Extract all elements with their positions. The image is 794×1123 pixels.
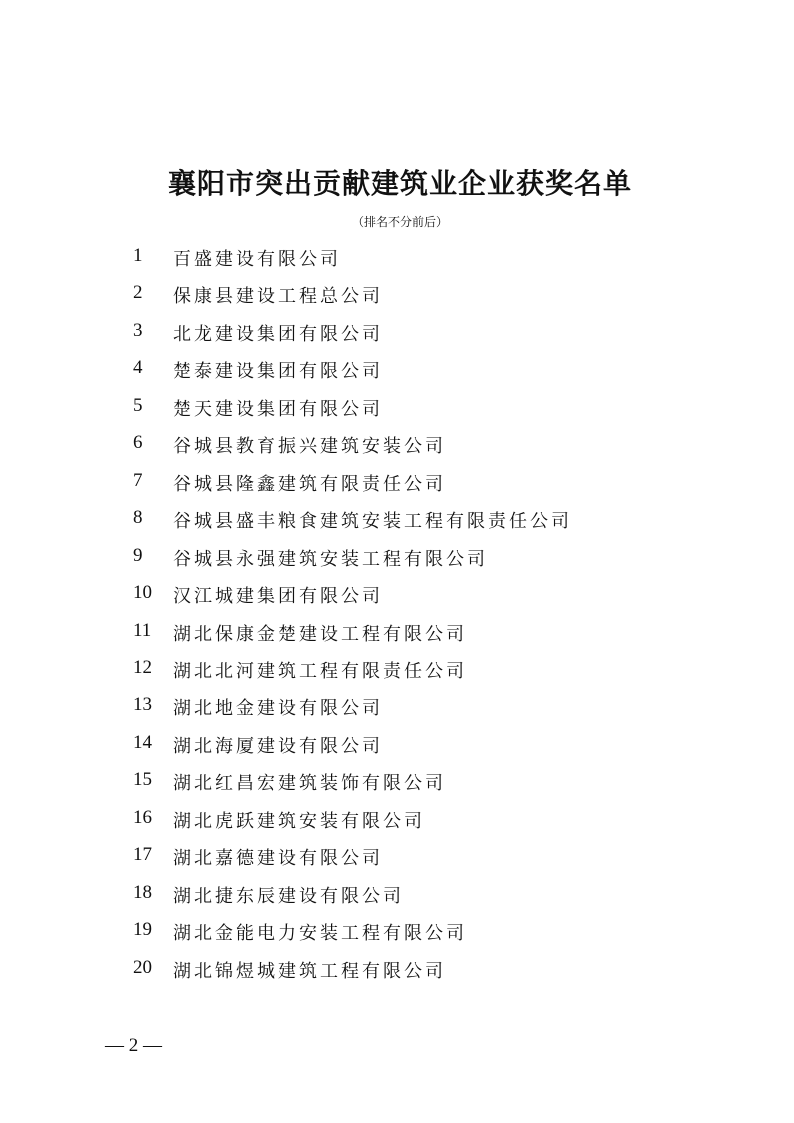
- item-number: 4: [133, 357, 143, 379]
- company-name: 湖北红昌宏建筑装饰有限公司: [173, 773, 446, 795]
- item-number: 10: [133, 582, 152, 604]
- company-name: 湖北捷东辰建设有限公司: [173, 885, 404, 907]
- item-number: 8: [133, 507, 143, 529]
- company-name: 湖北锦煜城建筑工程有限公司: [173, 960, 446, 982]
- company-name: 谷城县隆鑫建筑有限责任公司: [173, 473, 446, 495]
- company-name: 谷城县盛丰粮食建筑安装工程有限责任公司: [173, 511, 572, 533]
- item-number: 14: [133, 731, 152, 753]
- company-name: 谷城县教育振兴建筑安装公司: [173, 436, 446, 458]
- company-name: 汉江城建集团有限公司: [173, 586, 383, 608]
- item-number: 2: [133, 282, 143, 304]
- item-number: 20: [133, 956, 152, 978]
- company-name: 湖北嘉德建设有限公司: [173, 848, 383, 870]
- item-number: 9: [133, 544, 143, 566]
- item-number: 18: [133, 881, 152, 903]
- item-number: 1: [133, 245, 143, 266]
- company-name: 楚天建设集团有限公司: [173, 398, 383, 420]
- item-number: 5: [133, 394, 143, 416]
- company-name: 保康县建设工程总公司: [173, 286, 383, 308]
- item-number: 19: [133, 919, 152, 941]
- item-number: 16: [133, 806, 152, 828]
- item-number: 11: [133, 619, 152, 641]
- company-name: 百盛建设有限公司: [173, 249, 341, 270]
- company-name: 谷城县永强建筑安装工程有限公司: [173, 548, 488, 570]
- company-name: 湖北虎跃建筑安装有限公司: [173, 810, 425, 832]
- item-number: 3: [133, 319, 143, 341]
- document-title: 襄阳市突出贡献建筑业企业获奖名单: [167, 167, 632, 200]
- page-number: — 2 —: [105, 1035, 162, 1056]
- item-number: 7: [133, 469, 143, 491]
- company-name: 湖北北河建筑工程有限责任公司: [173, 660, 467, 682]
- item-number: 17: [133, 844, 152, 866]
- item-number: 13: [133, 694, 152, 716]
- item-number: 12: [133, 656, 152, 678]
- company-name: 湖北金能电力安装工程有限公司: [173, 923, 467, 945]
- item-number: 15: [133, 769, 152, 791]
- document-subtitle: （排名不分前后）: [351, 215, 448, 229]
- company-name: 楚泰建设集团有限公司: [173, 361, 383, 383]
- company-name: 湖北保康金楚建设工程有限公司: [173, 623, 467, 645]
- company-name: 湖北海厦建设有限公司: [173, 735, 383, 757]
- item-number: 6: [133, 432, 143, 454]
- company-name: 湖北地金建设有限公司: [173, 698, 383, 720]
- company-name: 北龙建设集团有限公司: [173, 323, 383, 345]
